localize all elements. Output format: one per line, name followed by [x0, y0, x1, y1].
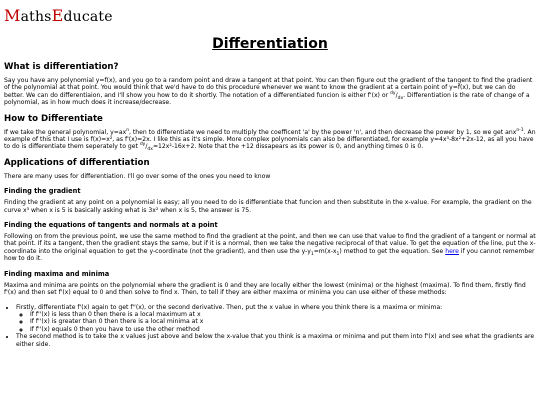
list-item: • The second method is to take the x values just above and below the x-value that you think is a maxima or minima and put them into f'(x) and see what the gradients are either side.: [16, 333, 536, 348]
tangents-text-4: if you cannot remember how to do it.: [4, 247, 535, 263]
logo-letter-m: M: [4, 6, 21, 25]
second-derivative-rules: [16, 311, 536, 333]
power-n-minus-1-sup: n-1: [516, 127, 524, 133]
list-item: ◦ If f''(x) is less than 0 then there is a local maximum at x: [30, 311, 536, 318]
what-is-text-end: . Differentiation is the rate of change of a polynomial, as in how much does it increase/decrease.: [4, 91, 530, 107]
list-item: [16, 304, 536, 334]
article-body: [4, 62, 536, 348]
site-logo[interactable]: [4, 6, 113, 25]
how-to-text-2: , then to differentiate we need to multiply the coefficent 'a' by the power 'n', and then decrease the power by 1, so we get anx: [129, 128, 517, 136]
gradient-paragraph: Finding the gradient at any point on a polynomial is easy; all you need to do is differentiate that funcion and then substitute in the x-value. For example, the gradient on the curve x³ when x is 5 is basically asking what is 3x² when x is 5, the answer is 75.: [4, 199, 532, 214]
page-title: Differentiation: [212, 36, 328, 52]
methods-list: [4, 304, 536, 348]
logo-letter-e: E: [51, 6, 64, 25]
subscript-1: 1: [336, 252, 340, 258]
what-is-text: Say you have any polynomial y=f(x), and you go to a random point and draw a tangent at that point. You can then figure out the gradient of the tangent to find the gradient of the polynomial at that point. You would think that we'd have to do this procedure whenever we want to know the gradient at a certain point of y=f(x), but we can do better. We can do differentiaion, and I'll show you how to do it shortly. The notation of a differentiated funcion is either f'(x) or: [4, 77, 533, 99]
list-item: ◦ If f''(x) is greater than 0 then there is a local minima at x: [30, 318, 536, 325]
here-link[interactable]: here: [445, 247, 459, 255]
dy-sup: dy: [390, 90, 396, 96]
how-to-paragraph: If we take the general polynomial, $y=ax^n$, then to differentiate we need to multiply the coefficent 'a' by the power 'n', and then decrease the power by 1, so we get anx$^{n-1}$. An example of this that I use is f(x)=x², as f'(x)=2x. I like this as it's simple. More complex polynomials can also be differentiated, for example y=4x³-8x²+2x-12, as all you have to do is differentiate them seperately to get $^{dy}/_{dx}=12x^2-16x+2$. Note that the +12 dissapears as its power is 0, and anything times 0 is 0.: [4, 127, 536, 153]
logo-text-ducate: ducate: [63, 9, 113, 25]
how-to-text-3: . An example of this that I use is f(x)=x², as f'(x)=2x. I like this as it's simple. More complex polynomials can also be differentiated, for example y=4x³-8x²+2x-12, as all you have to do is differentiate them seperately to get: [4, 128, 536, 151]
power-n-sup: n: [126, 127, 130, 133]
what-is-paragraph: Say you have any polynomial y=f(x), and you go to a random point and draw a tangent at that point. You can then figure out the gradient of the tangent to find the gradient of the polynomial at that point. You would think that we'd have to do this procedure whenever we want to know the gradient at a certain point of y=f(x), but we can do better. We can do differentiaion, and I'll show you how to do it shortly. The notation of a differentiated funcion is either f'(x) or $^{dy}/_{dx}$. Differentiation is the rate of change of a polynomial, as in how much does it increase/decrease.: [4, 77, 533, 107]
tangents-text-2: =m(x-x: [313, 247, 337, 255]
maxima-minima-paragraph: Maxima and minima are points on the polynomial where the gradient is 0 and they are locally either the lowest (minima) or the highest (maxima). To find them, firstly find f'(x) and then set f'(x) equal to 0 and then solve to find x. Then, to tell if they are either maxima or minima you can use either of these methods:: [4, 281, 526, 297]
list-item: ◦ If f''(x) equals 0 then you have to use the other method: [30, 326, 536, 333]
dy-sup: dy: [139, 142, 146, 148]
section-heading-how-to: How to Differentiate: [4, 113, 103, 124]
subheading-maxima-minima: Finding maxima and minima: [4, 269, 110, 278]
subscript-1: 1: [310, 252, 314, 258]
applications-intro: There are many uses for differentiation. I'll go over some of the ones you need to know: [4, 172, 271, 180]
section-heading-applications: Applications of differentiation: [4, 157, 150, 168]
subheading-gradient: Finding the gradient: [4, 187, 81, 196]
dx-sub: dx: [397, 96, 404, 102]
tangents-paragraph: [4, 233, 536, 263]
how-to-text-1: If we take the general polynomial, y=ax: [4, 128, 127, 136]
tangents-text-1: Following on from the previous point, we use the same method to find the gradient at the point, and then we can use that value to find the gradient of a tangent or normal at that point. If its a tangent, then the gradient stays the same, but if it is a normal, then we take the negative reciprocal of that value. To get the equation of the line, put the x-coordinate into the original equation to get the y-coordinate (not the gradient), and then use the y-y: [4, 233, 536, 255]
how-to-text-4: =12x²-16x+2. Note that the +12 dissapears as its power is 0, and anything times 0 is 0.: [152, 143, 424, 151]
tangents-text-3: ) method to get the equation. See: [339, 247, 446, 255]
dx-sub: dx: [147, 147, 153, 153]
method-1-text: Firstly, differentiate f'(x) again to get f''(x), or the second derivative. Then, put the x value in where you think there is a maxima or minima:: [16, 303, 443, 311]
subheading-tangents-normals: Finding the equations of tangents and normals at a point: [4, 221, 218, 230]
logo-text-aths: aths: [20, 9, 52, 25]
section-heading-what-is: What is differentiation?: [4, 62, 119, 72]
